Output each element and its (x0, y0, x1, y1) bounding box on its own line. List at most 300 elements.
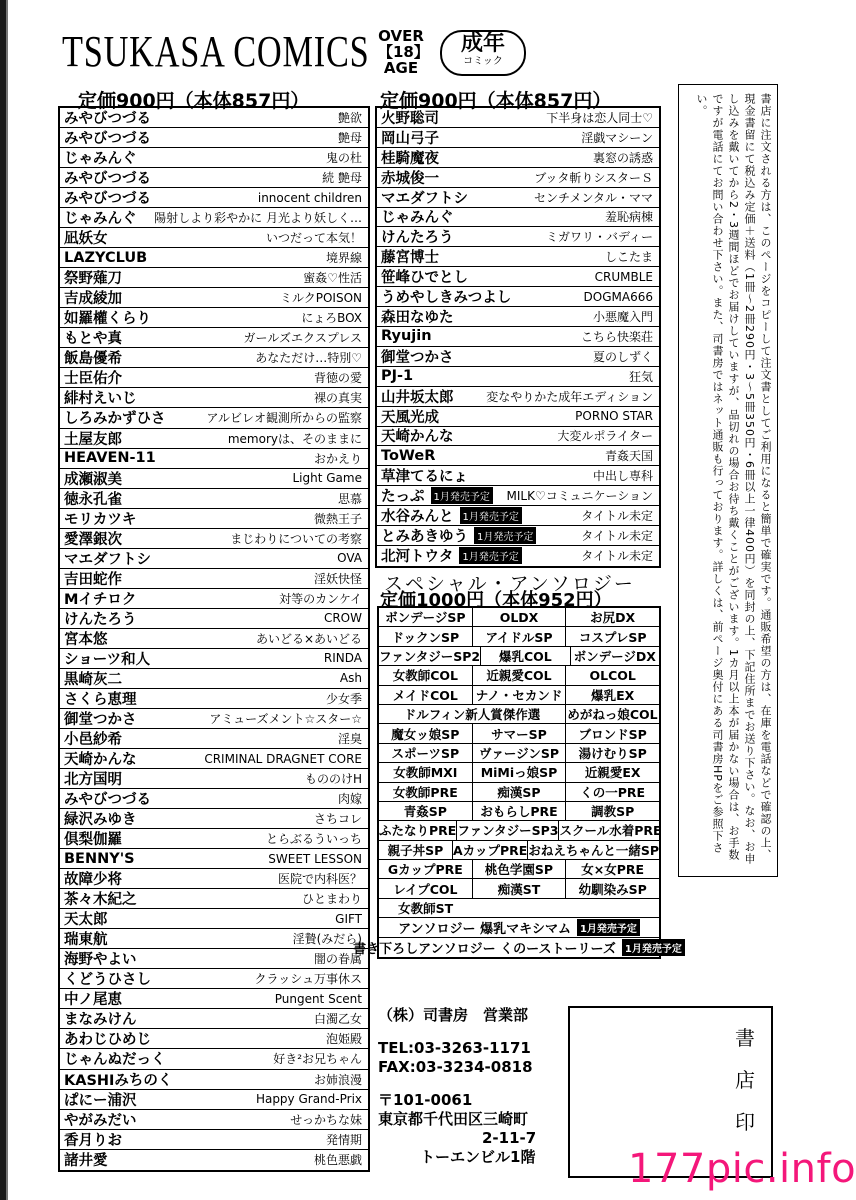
author-name: 吉田蛇作 (64, 571, 122, 588)
book-title: ガールズエクスプレス (243, 331, 362, 346)
anthology-cell: ボンデージDX (573, 648, 656, 664)
anthology-wide-cell (353, 938, 682, 957)
anthology-price: 定価1000円（本体952円） (380, 590, 612, 611)
left-book-row (60, 208, 368, 228)
book-title: 続 艶母 (322, 171, 362, 186)
left-book-row (60, 429, 368, 449)
author-name: さくら恵理 (64, 691, 137, 708)
author-name: あわじひめじ (64, 1032, 151, 1049)
anthology-cell: おねえちゃんと一緒SP (528, 842, 659, 858)
right-book-row (377, 526, 659, 546)
anthology-row (379, 724, 659, 743)
book-title: 境界線 (325, 251, 362, 266)
book-title: OVA (337, 551, 362, 566)
anthology-heading: スペシャル・アンソロジー (384, 573, 635, 595)
book-title: 艶母 (337, 131, 362, 146)
author-name: 愛澤銀次 (64, 531, 122, 548)
left-book-row (60, 809, 368, 829)
left-book-row (60, 629, 368, 649)
book-title: もののけH (304, 772, 362, 787)
left-book-row (60, 729, 368, 749)
author-name: みやびつづる (64, 191, 151, 208)
anthology-row (379, 783, 659, 802)
book-title: 蜜姦♡性活 (303, 271, 362, 286)
anthology-cell: ふたなりPRE (379, 821, 457, 839)
left-book-row (60, 869, 368, 889)
right-book-row (377, 148, 659, 168)
book-title: 大変ルポライター (557, 429, 653, 444)
left-book-row (60, 909, 368, 929)
author-name: 黒崎灰二 (64, 671, 122, 688)
anthology-cell: 女教師COL (379, 666, 473, 684)
anthology-cell: 魔女ッ娘SP (379, 724, 473, 742)
book-title: ひとまわり (301, 892, 362, 907)
book-title: innocent children (257, 190, 362, 205)
author-name: マエダフトシ (381, 190, 468, 207)
over18-line1: OVER (378, 27, 424, 45)
anthology-row (379, 821, 662, 840)
book-title: 小悪魔入門 (592, 310, 653, 325)
book-title: 泡姫殿 (325, 1032, 362, 1047)
left-book-row (60, 849, 368, 869)
author-name: 如羅權くらり (64, 311, 151, 328)
left-book-row (60, 509, 368, 529)
book-title: こちら快楽荘 (580, 329, 653, 344)
right-book-list (375, 106, 661, 568)
anthology-cell: コスプレSP (578, 629, 647, 645)
book-title: 思慕 (337, 491, 362, 506)
over18-line3: AGE (383, 59, 419, 77)
anthology-cell: GカップPRE (379, 860, 473, 878)
author-name: 火野聡司 (381, 110, 439, 127)
anthology-cell: スクール水着PRE (559, 823, 662, 839)
book-title: 淫臭 (337, 731, 362, 746)
left-book-row (60, 288, 368, 308)
book-title: CROW (323, 611, 362, 626)
book-title: Happy Grand-Prix (255, 1092, 362, 1107)
adult-comic-badge (440, 30, 526, 76)
anthology-cell: ドルフィン新人賞傑作選 (379, 705, 566, 723)
anthology-cell: アイドルSP (473, 627, 567, 645)
left-book-row (60, 549, 368, 569)
book-title: 微熱王子 (313, 511, 362, 526)
book-title: 陽射しより彩やかに 月光より妖しく… (154, 211, 362, 226)
author-name: とみあきゆう (381, 528, 468, 545)
publisher-postal-code: 〒101-0061 (378, 1091, 473, 1109)
right-book-row (377, 506, 659, 526)
right-book-row (377, 327, 659, 347)
author-name: 海野やよい (64, 952, 137, 969)
author-name: 香月りお (64, 1132, 122, 1149)
book-title: クラッシュ万事休ス (254, 972, 362, 987)
release-badge: 1月発売予定 (431, 487, 493, 504)
author-name: 御堂つかさ (64, 711, 137, 728)
left-book-row (60, 1049, 368, 1069)
right-book-row (377, 486, 659, 506)
author-name: 天崎かんな (381, 429, 454, 446)
book-title: 発情期 (325, 1132, 362, 1147)
anthology-cell: 痴漢ST (473, 879, 567, 897)
book-title: タイトル未定 (581, 509, 653, 524)
right-book-row (377, 387, 659, 407)
left-book-row (60, 1150, 368, 1170)
publisher-address-line3: トーエンビル1階 (420, 1148, 536, 1166)
left-book-row (60, 989, 368, 1009)
author-name: 森田なゆた (381, 310, 454, 327)
book-title: 淫戯マシーン (581, 130, 653, 145)
book-title: ミルクPOISON (279, 291, 362, 306)
anthology-cell: くの一PRE (580, 784, 646, 800)
right-book-row (377, 427, 659, 447)
anthology-row (379, 627, 659, 646)
release-badge: 1月発売予定 (474, 527, 536, 544)
anthology-cell: ファンタジーSP3 (457, 821, 559, 839)
book-title: 淫妖快怪 (313, 571, 362, 586)
book-title: 裸の真実 (313, 391, 362, 406)
left-book-row (60, 649, 368, 669)
left-book-row (60, 348, 368, 368)
book-title: タイトル未定 (581, 528, 653, 543)
anthology-row (379, 763, 659, 782)
author-name: じゃみんぐ (64, 151, 137, 168)
left-book-row (60, 709, 368, 729)
book-title: 夏のしずく (592, 349, 653, 364)
anthology-cell: ドックンSP (379, 627, 473, 645)
anthology-cell: ファンタジーSP2 (379, 647, 481, 665)
anthology-cell: 調教SP (591, 804, 635, 820)
left-book-row (60, 749, 368, 769)
book-title: 羞恥病棟 (604, 210, 653, 225)
publisher-address-line2: 2-11-7 (482, 1129, 537, 1147)
anthology-cell: 爆乳EX (591, 687, 635, 703)
author-name: じゃんぬだっく (64, 1052, 166, 1069)
left-book-row (60, 168, 368, 188)
anthology-cell: 幼馴染みSP (578, 881, 647, 897)
author-name: みやびつづる (64, 171, 151, 188)
anthology-grid (353, 606, 682, 959)
author-name: みやびつづる (64, 792, 151, 809)
publisher-fax: FAX:03-3234-0818 (378, 1058, 533, 1076)
author-name: Mイチロク (64, 591, 137, 608)
anthology-row (379, 666, 659, 685)
order-notice: 書店に注文される方は、このページをコピーして注文書としてご利用になると簡単で確実です。通販希望の方は、在庫を電話などで確認の上、現金書留にて税込み定価＋送料（1冊〜2冊290円・3〜5冊350円・6冊以上一律400円）を同封の上、下記住所までお送り下さい。なお、お申し込みを戴いてから2・3週間ほどでお届けしていますが、品切れの場合お待ち戴くことがございます。1カ月以上本が届かない場合は、お手数ですが電話にてお問い合わせ下さい。また、司書房ではネット通販も行っております。詳しくは、前ページ奥付にある司書房HPをご参照下さい。 (678, 84, 778, 877)
left-book-row (60, 529, 368, 549)
right-book-row (377, 168, 659, 188)
book-title: 医院で内科医？ (277, 872, 362, 887)
author-name: 赤城俊一 (381, 170, 439, 187)
left-book-row (60, 969, 368, 989)
author-name: 緋村えいじ (64, 391, 137, 408)
publisher-tel: TEL:03-3263-1171 (378, 1039, 531, 1057)
author-name: 宮本悠 (64, 631, 108, 648)
author-name: たっぷ (381, 489, 425, 506)
anthology-row (379, 686, 659, 705)
author-name: 藤宮博士 (381, 250, 439, 267)
right-price-heading: 定価900円（本体857円） (380, 90, 612, 112)
book-title: 桃色悪戯 (313, 1153, 362, 1168)
author-name: けんたろう (381, 230, 454, 247)
left-book-row (60, 1090, 368, 1110)
anthology-row (379, 608, 659, 627)
author-name: BENNY'S (64, 850, 135, 867)
author-name: 天風光成 (381, 409, 439, 426)
author-name: ぱにー浦沢 (64, 1092, 137, 1109)
left-book-row (60, 929, 368, 949)
author-name: 成瀬淑美 (64, 471, 122, 488)
book-title: アミューズメント☆スター☆ (209, 711, 362, 726)
right-book-row (377, 407, 659, 427)
author-name: KASHIみちのく (64, 1072, 173, 1089)
book-title: 狂気 (628, 369, 653, 384)
book-title: センチメンタル・ママ (533, 190, 653, 205)
book-title: 艶欲 (337, 111, 362, 126)
author-name: しろみかずひさ (64, 411, 166, 428)
author-name: みやびつづる (64, 111, 151, 128)
book-title: RINDA (323, 651, 362, 666)
anthology-cell: 湯けむりSP (578, 745, 647, 761)
left-book-row (60, 609, 368, 629)
right-book-row (377, 307, 659, 327)
author-name: 岡山弓子 (381, 130, 439, 147)
release-badge: 1月発売予定 (577, 919, 640, 936)
left-book-row (60, 889, 368, 909)
author-name: 凪妖女 (64, 231, 108, 248)
left-book-row (60, 1029, 368, 1049)
author-name: Ryujin (381, 328, 432, 345)
anthology-cell: 女×女PRE (581, 862, 645, 878)
book-title: 鬼の杜 (325, 151, 362, 166)
left-book-row (60, 1130, 368, 1150)
author-name: けんたろう (64, 611, 137, 628)
book-title: 青姦天国 (604, 449, 653, 464)
book-title: 対等のカンケイ (279, 591, 362, 606)
right-book-row (377, 546, 659, 566)
book-title: 背徳の愛 (313, 371, 362, 386)
left-book-row (60, 188, 368, 208)
anthology-wide-label: 書き下ろしアンソロジー くのーストーリーズ (353, 941, 616, 957)
author-name: やがみだい (64, 1112, 137, 1129)
right-book-row (377, 247, 659, 267)
left-book-row (60, 128, 368, 148)
adult-badge-main: 成年 (460, 31, 505, 56)
stamp-char-2: 店 (735, 1068, 755, 1092)
left-book-row (60, 368, 368, 388)
left-book-row (60, 248, 368, 268)
left-book-row (60, 569, 368, 589)
anthology-cell: めがねっ娘COL (567, 707, 658, 723)
anthology-cell: 青姦SP (379, 802, 473, 820)
left-book-row (60, 689, 368, 709)
anthology-cell: 近親愛EX (584, 765, 641, 781)
right-book-row (377, 108, 659, 128)
anthology-cell: MiMiっ娘SP (473, 763, 567, 781)
book-title: あいどる×あいどる (255, 631, 362, 646)
book-title: にょろBOX (301, 311, 362, 326)
book-title: せっかちな妹 (290, 1112, 362, 1127)
right-book-row (377, 128, 659, 148)
adult-badge-sub: コミック (463, 56, 503, 67)
anthology-cell: OLCOL (589, 667, 636, 683)
left-book-row (60, 388, 368, 408)
anthology-cell: お尻DX (590, 610, 636, 626)
anthology-cell: スポーツSP (379, 744, 473, 762)
anthology-cell: 桃色学園SP (473, 860, 567, 878)
anthology-wide-row (353, 938, 682, 957)
book-title: Ash (339, 671, 362, 686)
right-book-row (377, 367, 659, 387)
anthology-row (379, 705, 659, 724)
author-name: 天崎かんな (64, 752, 137, 769)
left-book-row (60, 489, 368, 509)
book-title: アルビレオ観測所からの監察 (206, 411, 362, 426)
anthology-row (379, 860, 659, 879)
left-book-row (60, 108, 368, 128)
book-title: 淫贄(みだら) (292, 932, 362, 947)
author-name: 小邑紗希 (64, 731, 122, 748)
anthology-cell: 親子丼SP (379, 841, 453, 859)
over18-mark (378, 27, 429, 77)
author-name: 徳永孔雀 (64, 491, 122, 508)
author-name: くどうひさし (64, 972, 151, 989)
anthology-wide-row (379, 918, 659, 937)
author-name: 緑沢みゆき (64, 812, 137, 829)
author-name: 瑞東航 (64, 932, 108, 949)
author-name: 飯島優希 (64, 351, 122, 368)
anthology-cell: 爆乳COL (481, 647, 570, 665)
author-name: 桂騎魔夜 (381, 150, 439, 167)
left-book-row (60, 328, 368, 348)
anthology-wide-cell (379, 918, 659, 936)
author-name: じゃみんぐ (64, 211, 137, 228)
author-name: 御堂つかさ (381, 349, 454, 366)
right-book-row (377, 466, 659, 486)
publisher-logo-title: TSUKASA COMICS (62, 27, 370, 76)
publisher-name: （株）司書房 営業部 (378, 1006, 529, 1024)
right-book-row (377, 267, 659, 287)
right-book-row (377, 446, 659, 466)
author-name: LAZYCLUB (64, 249, 148, 266)
left-book-row (60, 469, 368, 489)
release-badge: 1月発売予定 (622, 939, 685, 956)
book-title: 中出し専科 (592, 469, 653, 484)
book-title: さちコレ (313, 812, 362, 827)
anthology-cell: 女教師MXI (379, 763, 473, 781)
author-name: 北河トウタ (381, 549, 454, 566)
publisher-info (378, 1006, 536, 1167)
book-title: タイトル未定 (581, 549, 653, 564)
author-name: みやびつづる (64, 131, 151, 148)
release-badge: 1月発売予定 (459, 547, 521, 564)
right-book-row (377, 347, 659, 367)
anthology-cell: 痴漢SP (473, 783, 567, 801)
author-name: 中ノ尾恵 (64, 992, 122, 1009)
book-title: まじわりについての考察 (230, 531, 362, 546)
page-edge-line (6, 0, 8, 1200)
book-title: GIFT (335, 911, 362, 926)
left-price-heading: 定価900円（本体857円） (78, 90, 310, 112)
book-title: 変なやりかた成年エディション (486, 389, 653, 404)
left-book-row (60, 449, 368, 469)
left-book-row (60, 1070, 368, 1090)
author-name: マエダフトシ (64, 551, 151, 568)
anthology-cell: レイプCOL (379, 879, 473, 897)
anthology-cell: サマーSP (473, 724, 567, 742)
stamp-char-3: 印 (735, 1110, 755, 1134)
anthology-cell: メイドCOL (379, 686, 473, 704)
author-name: 茶々木紀之 (64, 892, 137, 909)
right-book-row (377, 188, 659, 208)
anthology-row (379, 879, 659, 898)
anthology-cell: ヴァージンSP (473, 744, 567, 762)
release-badge: 1月発売予定 (460, 507, 522, 524)
over18-line2: 【18】 (378, 43, 429, 61)
book-title: 裏窓の誘惑 (592, 150, 653, 165)
book-title: 少女季 (325, 691, 362, 706)
anthology-row (379, 744, 659, 763)
book-title: しこたま (604, 250, 653, 265)
right-book-row (377, 208, 659, 228)
anthology-row (379, 841, 659, 860)
left-book-row (60, 308, 368, 328)
author-name: 故障少将 (64, 872, 122, 889)
left-book-row (60, 408, 368, 428)
left-book-row (60, 769, 368, 789)
left-book-row (60, 228, 368, 248)
author-name: ToWeR (381, 447, 436, 464)
right-book-row (377, 227, 659, 247)
anthology-row (379, 647, 659, 666)
author-name: まなみけん (64, 1012, 137, 1029)
anthology-cell: AカップPRE (453, 841, 528, 859)
book-title: 闇の眷属 (313, 952, 362, 967)
left-book-row (60, 148, 368, 168)
left-book-row (60, 268, 368, 288)
book-title: DOGMA666 (583, 289, 653, 304)
author-name: じゃみんぐ (381, 210, 454, 227)
book-title: 白濁乙女 (313, 1012, 362, 1027)
left-book-row (60, 669, 368, 689)
book-title: いつだって本気！ (265, 231, 362, 246)
left-book-list (58, 106, 370, 1172)
author-name: PJ-1 (381, 368, 414, 385)
book-title: MILK♡コミュニケーション (506, 489, 653, 504)
author-name: 士臣佑介 (64, 371, 122, 388)
book-title: ミガワリ・バディー (545, 230, 653, 245)
anthology-wide-label: アンソロジー 爆乳マキシマム (398, 921, 571, 937)
author-name: 祭野薙刀 (64, 271, 122, 288)
anthology-cell: 女教師PRE (379, 783, 473, 801)
book-title: ブッタ斬りシスターＳ (534, 170, 653, 185)
left-book-row (60, 949, 368, 969)
left-book-row (60, 1110, 368, 1130)
book-title: おかえり (313, 451, 362, 466)
author-name: もとや真 (64, 331, 122, 348)
author-name: うめやしきみつよし (381, 290, 512, 307)
book-title: 肉嫁 (337, 792, 362, 807)
book-title: CRIMINAL DRAGNET CORE (204, 751, 362, 766)
book-title: memoryは、そのままに (227, 431, 362, 446)
book-title: お姉浪漫 (313, 1072, 362, 1087)
anthology-cell: 女教師ST (398, 901, 454, 917)
book-title: PORNO STAR (575, 409, 653, 424)
right-book-row (377, 287, 659, 307)
anthology-row (379, 802, 659, 821)
left-book-row (60, 829, 368, 849)
author-name: 笹峰ひでとし (381, 270, 468, 287)
book-title: Pungent Scent (274, 991, 362, 1006)
book-title: SWEET LESSON (268, 851, 362, 866)
book-title: あなただけ…特別♡ (255, 351, 362, 366)
